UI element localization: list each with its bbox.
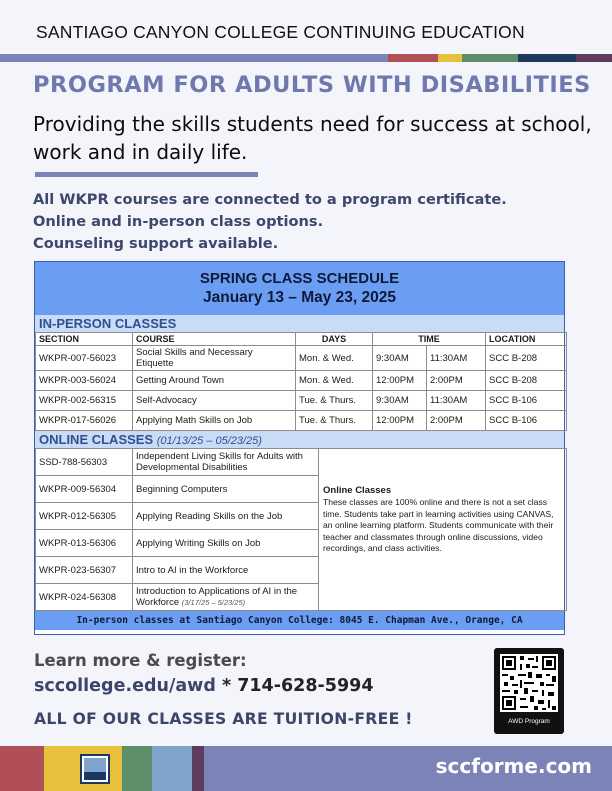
course-cell: Applying Math Skills on Job [133, 411, 296, 431]
section-cell: WKPR-002-56315 [36, 391, 133, 411]
online-heading-label: ONLINE CLASSES [39, 432, 154, 447]
course-cell: Independent Living Skills for Adults with Developmental Disabilities [133, 449, 319, 476]
location-cell: SCC B-106 [486, 391, 567, 411]
location-cell: SCC B-208 [486, 371, 567, 391]
highlight-item: Online and in-person class options. [33, 213, 324, 230]
section-cell: SSD-788-56303 [36, 449, 133, 476]
table-row [36, 346, 567, 371]
course-cell: Getting Around Town [133, 371, 296, 391]
highlight-item: Counseling support available. [33, 235, 279, 252]
column-header: TIME [373, 333, 486, 346]
days-cell: Mon. & Wed. [296, 371, 373, 391]
column-header: LOCATION [486, 333, 567, 346]
column-header: SECTION [36, 333, 133, 346]
qr-code[interactable] [494, 648, 564, 734]
course-cell: Applying Writing Skills on Job [133, 530, 319, 557]
section-cell: WKPR-007-56023 [36, 346, 133, 371]
course-cell: Beginning Computers [133, 476, 319, 503]
online-heading [35, 431, 564, 448]
days-cell: Tue. & Thurs. [296, 391, 373, 411]
start-time-cell: 12:00PM [373, 371, 427, 391]
online-description-title: Online Classes [323, 485, 392, 496]
tuition-free-text: ALL OF OUR CLASSES ARE TUITION-FREE ! [34, 710, 413, 728]
course-cell: Social Skills and Necessary Etiquette [133, 346, 296, 371]
start-time-cell: 9:30AM [373, 346, 427, 371]
schedule-title: SPRING CLASS SCHEDULE [199, 270, 400, 287]
table-row [36, 391, 567, 411]
online-heading-dates: (01/13/25 – 05/23/25) [156, 435, 262, 447]
online-description-text: These classes are 100% online and there is not a set class time. Students take part in learning activities using CANVAS, an online learning platform. Students communicate with their teacher and classmates through online discussions, video recordings, and class activities. [323, 497, 554, 554]
highlight-item: All WKPR courses are connected to a program certificate. [33, 191, 507, 208]
end-time-cell: 2:00PM [427, 411, 486, 431]
site-link[interactable]: sccforme.com [435, 754, 592, 778]
phone-number[interactable]: 714-628-5994 [237, 676, 374, 696]
location-cell: SCC B-106 [486, 411, 567, 431]
column-header: COURSE [133, 333, 296, 346]
end-time-cell: 2:00PM [427, 371, 486, 391]
course-cell: Intro to AI in the Workforce [133, 557, 319, 584]
contact-line [34, 676, 374, 696]
course-cell: Applying Reading Skills on the Job [133, 503, 319, 530]
end-time-cell: 11:30AM [427, 391, 486, 411]
qr-label: AWD Program [508, 718, 550, 725]
section-cell: WKPR-024-56308 [36, 584, 133, 611]
days-cell: Mon. & Wed. [296, 346, 373, 371]
schedule-dates: January 13 – May 23, 2025 [202, 289, 397, 306]
qr-code-icon [500, 654, 558, 712]
course-cell [133, 584, 319, 611]
schedule-header [35, 262, 564, 315]
highlights [33, 189, 507, 255]
schedule-footer: In-person classes at Santiago Canyon College: 8045 E. Chapman Ave., Orange, CA [35, 611, 564, 630]
tagline: Providing the skills students need for success at school, work and in daily life. [33, 112, 592, 164]
end-time-cell: 11:30AM [427, 346, 486, 371]
table-row [36, 449, 567, 476]
in-person-table [35, 332, 567, 431]
table-row [36, 371, 567, 391]
separator: * [215, 676, 238, 696]
online-description [319, 449, 567, 611]
section-cell: WKPR-023-56307 [36, 557, 133, 584]
course-dates: (3/17/25 – 5/23/25) [181, 598, 246, 607]
in-person-heading: IN-PERSON CLASSES [35, 315, 564, 332]
institution-title: SANTIAGO CANYON COLLEGE CONTINUING EDUCATION [36, 22, 525, 42]
divider [35, 172, 258, 177]
schedule-table [34, 261, 565, 635]
column-header: DAYS [296, 333, 373, 346]
table-row [36, 411, 567, 431]
section-cell: WKPR-009-56304 [36, 476, 133, 503]
website-link[interactable]: sccollege.edu/awd [34, 676, 216, 696]
section-cell: WKPR-017-56026 [36, 411, 133, 431]
online-table [35, 448, 567, 611]
course-cell: Self-Advocacy [133, 391, 296, 411]
location-cell: SCC B-208 [486, 346, 567, 371]
section-cell: WKPR-003-56024 [36, 371, 133, 391]
section-cell: WKPR-012-56305 [36, 503, 133, 530]
college-logo [80, 754, 110, 784]
course-name: Introduction to Applications of AI in the Workforce [136, 586, 298, 608]
start-time-cell: 9:30AM [373, 391, 427, 411]
section-cell: WKPR-013-56306 [36, 530, 133, 557]
program-title: PROGRAM FOR ADULTS WITH DISABILITIES [33, 72, 591, 98]
days-cell: Tue. & Thurs. [296, 411, 373, 431]
learn-more-text: Learn more & register: [34, 651, 247, 670]
start-time-cell: 12:00PM [373, 411, 427, 431]
